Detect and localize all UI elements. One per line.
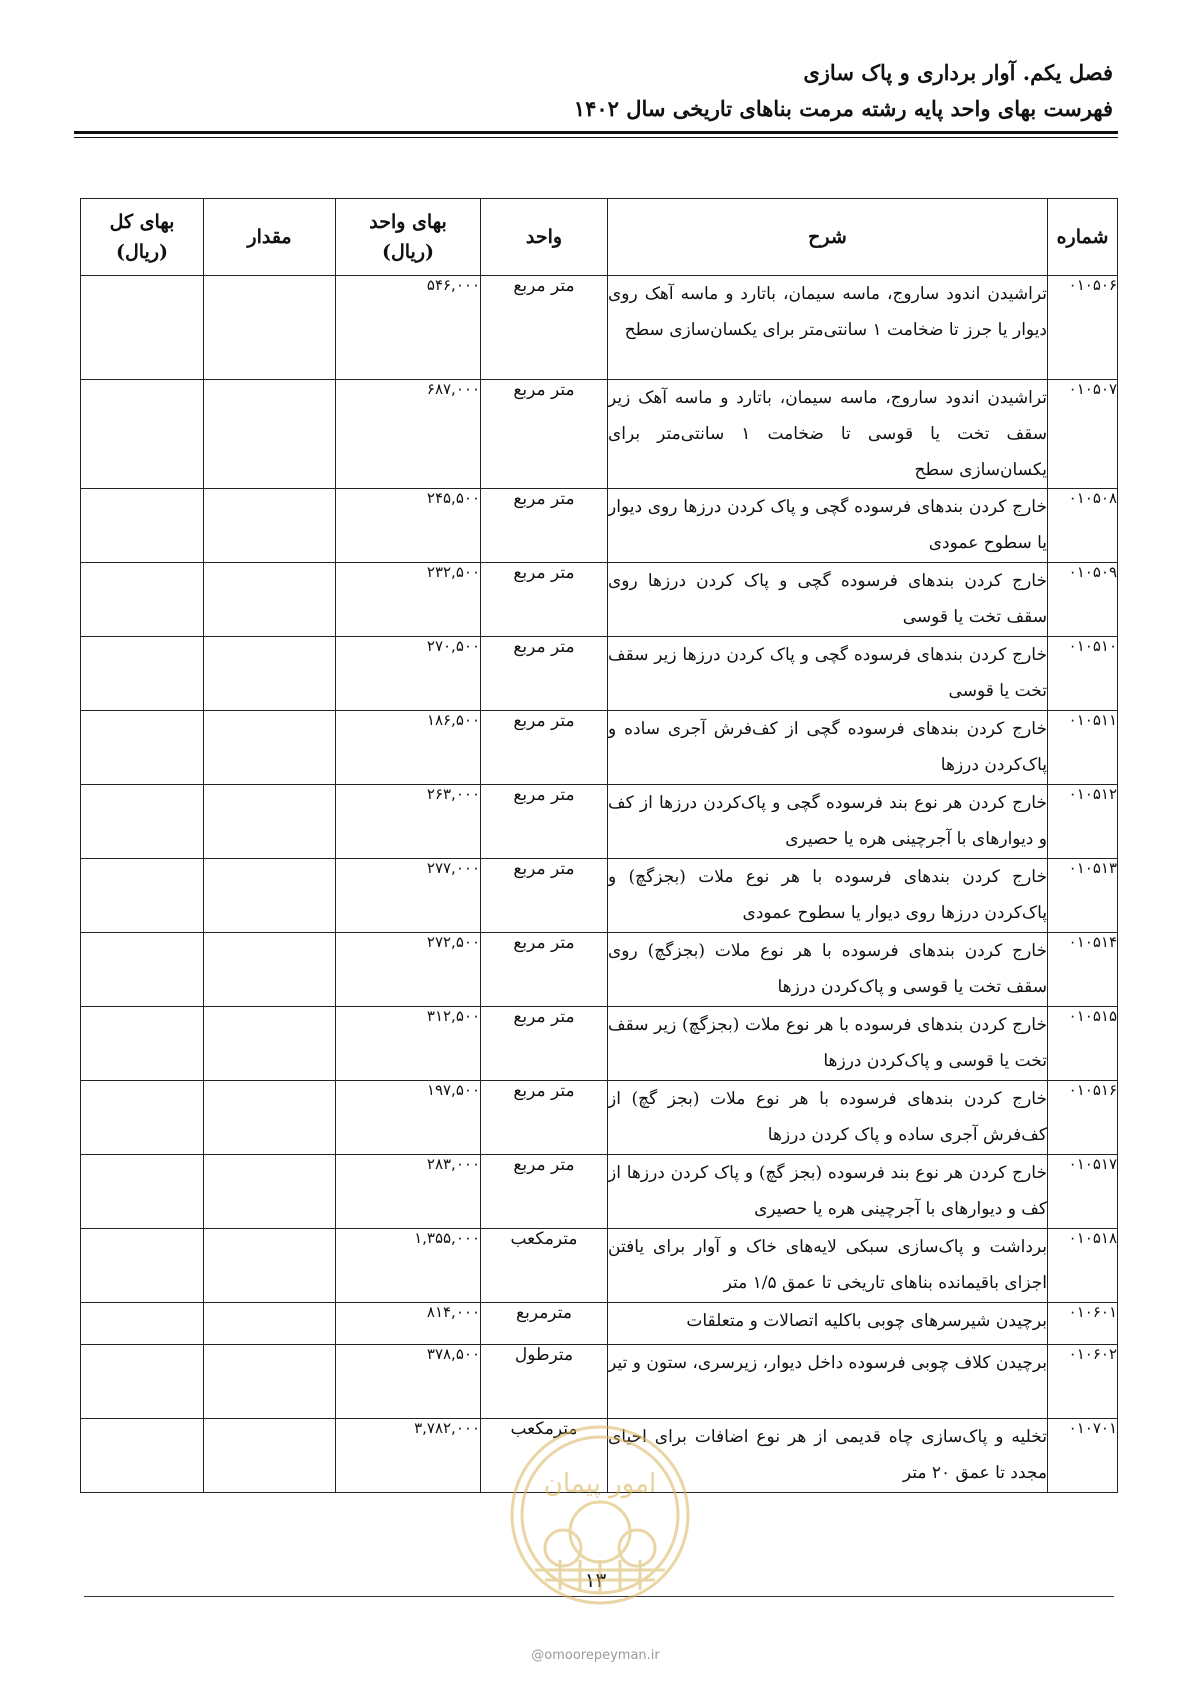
item-unit: متر مربع (481, 785, 608, 859)
item-number: ۰۱۰۵۰۸ (1048, 489, 1118, 563)
item-unit-price: ۳۱۲,۵۰۰ (336, 1007, 481, 1081)
item-total (81, 380, 204, 489)
item-total (81, 1419, 204, 1493)
item-description: خارج کردن بندهای فرسوده گچی و پاک کردن درزها روی دیوار یا سطوح عمودی (608, 489, 1048, 563)
table-row (81, 563, 1118, 637)
header-total: بهای کل (ریال) (81, 199, 204, 276)
item-quantity (204, 563, 336, 637)
item-unit: متر مربع (481, 380, 608, 489)
seal-watermark (505, 1420, 695, 1610)
item-total (81, 785, 204, 859)
item-unit-price: ۳۷۸,۵۰۰ (336, 1345, 481, 1419)
item-description: خارج کردن هر نوع بند فرسوده گچی و پاک‌کردن درزها از کف و دیوارهای با آجرچینی هره یا حصیری (608, 785, 1048, 859)
item-total (81, 489, 204, 563)
item-unit-price: ۶۸۷,۰۰۰ (336, 380, 481, 489)
table-row (81, 859, 1118, 933)
item-unit-price: ۱,۳۵۵,۰۰۰ (336, 1229, 481, 1303)
page-header (73, 58, 1113, 124)
item-unit-price: ۲۸۳,۰۰۰ (336, 1155, 481, 1229)
item-unit: مترمکعب (481, 1229, 608, 1303)
table-header-row (81, 199, 1118, 276)
item-description: خارج کردن بندهای فرسوده با هر نوع ملات (بجزگچ) و پاک‌کردن درزها روی دیوار یا سطوح عمودی (608, 859, 1048, 933)
item-description: تخلیه و پاک‌سازی چاه قدیمی از هر نوع اضافات برای احیای مجدد تا عمق ۲۰ متر (608, 1419, 1048, 1493)
item-total (81, 1007, 204, 1081)
item-quantity (204, 1229, 336, 1303)
header-number: شماره (1048, 199, 1118, 276)
header-quantity: مقدار (204, 199, 336, 276)
item-quantity (204, 1345, 336, 1419)
item-quantity (204, 1007, 336, 1081)
item-unit-price: ۲۷۲,۵۰۰ (336, 933, 481, 1007)
item-total (81, 933, 204, 1007)
item-quantity (204, 1155, 336, 1229)
item-unit: متر مربع (481, 563, 608, 637)
item-unit: مترمربع (481, 1303, 608, 1345)
site-credit: @omoorepeyman.ir (531, 1648, 660, 1663)
item-description: خارج کردن بندهای فرسوده گچی از کف‌فرش آجری ساده و پاک‌کردن درزها (608, 711, 1048, 785)
item-quantity (204, 859, 336, 933)
item-unit: متر مربع (481, 859, 608, 933)
item-description: تراشیدن اندود ساروج، ماسه سیمان، باتارد و ماسه آهک زیر سقف تخت یا قوسی تا ضخامت ۱ سانتی‌متر برای یکسان‌سازی سطح (608, 380, 1048, 489)
item-description: برچیدن شیرسرهای چوبی باکلیه اتصالات و متعلقات (608, 1303, 1048, 1345)
item-unit-price: ۲۳۲,۵۰۰ (336, 563, 481, 637)
item-number: ۰۱۰۵۰۹ (1048, 563, 1118, 637)
item-unit: متر مربع (481, 1007, 608, 1081)
item-unit: متر مربع (481, 1155, 608, 1229)
item-description: خارج کردن بندهای فرسوده با هر نوع ملات (بجزگچ) زیر سقف تخت یا قوسی و پاک‌کردن درزها (608, 1007, 1048, 1081)
item-description: برچیدن کلاف چوبی فرسوده داخل دیوار، زیرسری، ستون و تیر (608, 1345, 1048, 1419)
table-row (81, 1007, 1118, 1081)
table-row (81, 785, 1118, 859)
item-number: ۰۱۰۵۱۳ (1048, 859, 1118, 933)
item-total (81, 563, 204, 637)
item-number: ۰۱۰۵۱۰ (1048, 637, 1118, 711)
item-description: خارج کردن بندهای فرسوده با هر نوع ملات (بجز گچ) از کف‌فرش آجری ساده و پاک کردن درزها (608, 1081, 1048, 1155)
item-number: ۰۱۰۵۱۵ (1048, 1007, 1118, 1081)
item-number: ۰۱۰۶۰۲ (1048, 1345, 1118, 1419)
item-description: خارج کردن هر نوع بند فرسوده (بجز گچ) و پاک کردن درزها از کف و دیوارهای با آجرچینی هره یا حصیری (608, 1155, 1048, 1229)
item-quantity (204, 933, 336, 1007)
item-unit: متر مربع (481, 489, 608, 563)
item-quantity (204, 489, 336, 563)
table-row (81, 1303, 1118, 1345)
item-description: تراشیدن اندود ساروج، ماسه سیمان، باتارد و ماسه آهک روی دیوار یا جرز تا ضخامت ۱ سانتی‌متر برای یکسان‌سازی سطح (608, 276, 1048, 380)
item-unit-price: ۳,۷۸۲,۰۰۰ (336, 1419, 481, 1493)
item-unit-price: ۱۸۶,۵۰۰ (336, 711, 481, 785)
page-number: ۱۳ (584, 1568, 607, 1592)
item-unit-price: ۱۹۷,۵۰۰ (336, 1081, 481, 1155)
table-row (81, 489, 1118, 563)
item-unit-price: ۸۱۴,۰۰۰ (336, 1303, 481, 1345)
item-number: ۰۱۰۵۱۶ (1048, 1081, 1118, 1155)
table-row (81, 380, 1118, 489)
item-description: خارج کردن بندهای فرسوده با هر نوع ملات (بجزگچ) روی سقف تخت یا قوسی و پاک‌کردن درزها (608, 933, 1048, 1007)
item-unit-price: ۲۷۷,۰۰۰ (336, 859, 481, 933)
item-quantity (204, 276, 336, 380)
header-description: شرح (608, 199, 1048, 276)
item-unit: متر مربع (481, 276, 608, 380)
item-number: ۰۱۰۵۱۱ (1048, 711, 1118, 785)
item-quantity (204, 1303, 336, 1345)
item-description: خارج کردن بندهای فرسوده گچی و پاک کردن درزها روی سقف تخت یا قوسی (608, 563, 1048, 637)
item-number: ۰۱۰۵۱۴ (1048, 933, 1118, 1007)
item-quantity (204, 380, 336, 489)
item-unit: متر مربع (481, 1081, 608, 1155)
table-row (81, 1345, 1118, 1419)
item-description: برداشت و پاک‌سازی سبکی لایه‌های خاک و آوار برای یافتن اجزای باقیمانده بناهای تاریخی تا عمق ۱/۵ متر (608, 1229, 1048, 1303)
item-total (81, 1345, 204, 1419)
item-number: ۰۱۰۵۱۷ (1048, 1155, 1118, 1229)
item-quantity (204, 711, 336, 785)
header-rule-thin (74, 137, 1118, 138)
item-total (81, 1081, 204, 1155)
item-total (81, 637, 204, 711)
item-number: ۰۱۰۵۰۷ (1048, 380, 1118, 489)
item-total (81, 711, 204, 785)
item-quantity (204, 637, 336, 711)
price-list-table (80, 198, 1118, 1493)
item-number: ۰۱۰۶۰۱ (1048, 1303, 1118, 1345)
table-row (81, 1155, 1118, 1229)
item-unit: متر مربع (481, 933, 608, 1007)
item-unit: مترمکعب (481, 1419, 608, 1493)
item-total (81, 859, 204, 933)
item-unit-price: ۵۴۶,۰۰۰ (336, 276, 481, 380)
item-total (81, 1229, 204, 1303)
chapter-title: فصل یکم. آوار برداری و پاک سازی (803, 60, 1113, 85)
item-total (81, 1155, 204, 1229)
table-row (81, 933, 1118, 1007)
header-rule-thick (74, 131, 1118, 134)
table-row (81, 1229, 1118, 1303)
table-row (81, 1081, 1118, 1155)
item-unit-price: ۲۷۰,۵۰۰ (336, 637, 481, 711)
header-unit-price (336, 199, 481, 276)
item-description: خارج کردن بندهای فرسوده گچی و پاک کردن درزها زیر سقف تخت یا قوسی (608, 637, 1048, 711)
document-title: فهرست بهای واحد پایه رشته مرمت بناهای تاریخی سال ۱۴۰۲ (573, 96, 1113, 121)
header-unit-price-label: بهای واحد (ریال) (369, 211, 447, 263)
item-unit-price: ۲۴۵,۵۰۰ (336, 489, 481, 563)
table-row (81, 637, 1118, 711)
item-unit: مترطول (481, 1345, 608, 1419)
table-row (81, 276, 1118, 380)
item-total (81, 1303, 204, 1345)
item-unit: متر مربع (481, 637, 608, 711)
item-unit: متر مربع (481, 711, 608, 785)
item-unit-price: ۲۶۳,۰۰۰ (336, 785, 481, 859)
item-number: ۰۱۰۵۱۲ (1048, 785, 1118, 859)
item-number: ۰۱۰۵۱۸ (1048, 1229, 1118, 1303)
item-number: ۰۱۰۷۰۱ (1048, 1419, 1118, 1493)
header-unit: واحد (481, 199, 608, 276)
item-quantity (204, 785, 336, 859)
item-quantity (204, 1081, 336, 1155)
table-row (81, 711, 1118, 785)
item-total (81, 276, 204, 380)
item-quantity (204, 1419, 336, 1493)
item-number: ۰۱۰۵۰۶ (1048, 276, 1118, 380)
seal-text: امور پیمان (543, 1469, 657, 1499)
